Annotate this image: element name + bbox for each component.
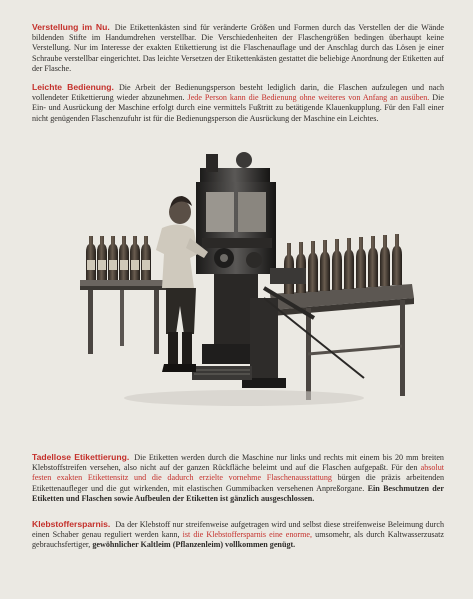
labeling-machine-illustration <box>74 148 422 416</box>
section-verstellung <box>32 22 444 74</box>
section-etikettierung <box>32 452 444 504</box>
section-heading: Klebstoffersparnis. <box>32 519 111 529</box>
section-klebstoffersparnis <box>32 519 444 551</box>
left-table <box>80 280 166 354</box>
section-emphasis: gewöhnlicher Kaltleim (Pflanzenleim) vollkommen genügt. <box>92 540 296 550</box>
section-heading: Leichte Bedienung. <box>32 82 114 92</box>
section-highlight: ist die Klebstoffersparnis eine enorme, <box>182 530 313 540</box>
section-bedienung <box>32 82 444 124</box>
section-heading: Verstellung im Nu. <box>32 22 110 32</box>
section-heading: Tadellose Etikettierung. <box>32 452 130 462</box>
section-highlight: Jede Person kann die Bedienung ohne weiteres von Anfang an ausüben. <box>187 93 430 103</box>
section-text: Die Ein- und Ausrückung der Maschine erfolgt durch eine vermittels Fußtritt zu betätigende Klauenkupplung. Für den Fall einer nicht genügenden Flaschenzufuhr ist für die Bedienungsperson die Ausrückung der Maschine ein Leichtes. <box>32 93 444 123</box>
bottle-group-left <box>86 236 151 280</box>
section-text: Die Arbeit der Bedienungsperson besteht lediglich darin, die Flaschen aufzulegen und nach vollendeter Etikettierung wieder abzunehmen. <box>32 83 445 103</box>
section-emphasis: Ein Beschmutzen der Etiketten und Flaschen sowie Aufbeulen der Etiketten ist gänzlich ausgeschlossen. <box>32 483 444 503</box>
right-table <box>270 284 414 400</box>
section-highlight: absolut festen exakten Etikettensitz und die dadurch erzielte vornehme Flaschenausstattung <box>32 463 444 483</box>
section-text: Da der Klebstoff nur streifenweise aufgetragen wird und selbst diese streifenweise Beleimung durch einen Schaber genau reguliert werden kann, <box>32 520 444 540</box>
section-text: umsomehr, als durch Kaltwasserzusatz gebrauchsfertiger, <box>32 530 444 550</box>
section-text: Die Etiketten werden durch die Maschine nur links und rechts mit einem bis 20 mm breiten Klebstoffstreifen versehen, also nicht auf der ganzen Rückfläche beleimt und auf die Flaschen aufgepaßt. Für den <box>32 453 444 473</box>
section-text: bürgen die präzis arbeitenden Etikettenaufleger und die gut wirkenden, mit elastischen Gummibacken versehenen Anpreßorgane. <box>32 473 444 493</box>
bottle-group-right <box>284 234 402 294</box>
section-text: Die Etikettenkästen sind für veränderte Größen und Formen durch das Verstellen der die Wände bildenden Stifte im Handumdrehen verstellbar. Die Verschiedenheiten der Flaschengrößen bedingen überhaupt keine Verstellung. Nur im Interesse der exakten Etikettierung ist die Flaschenauflage und der Anschlag durch das Lösen je einer Schraube verstellbar eingerichtet. Das leichte Versetzen der Etikettenkästen gestattet die beliebige Anordnung der Etiketten auf der Flasche. <box>32 23 444 73</box>
